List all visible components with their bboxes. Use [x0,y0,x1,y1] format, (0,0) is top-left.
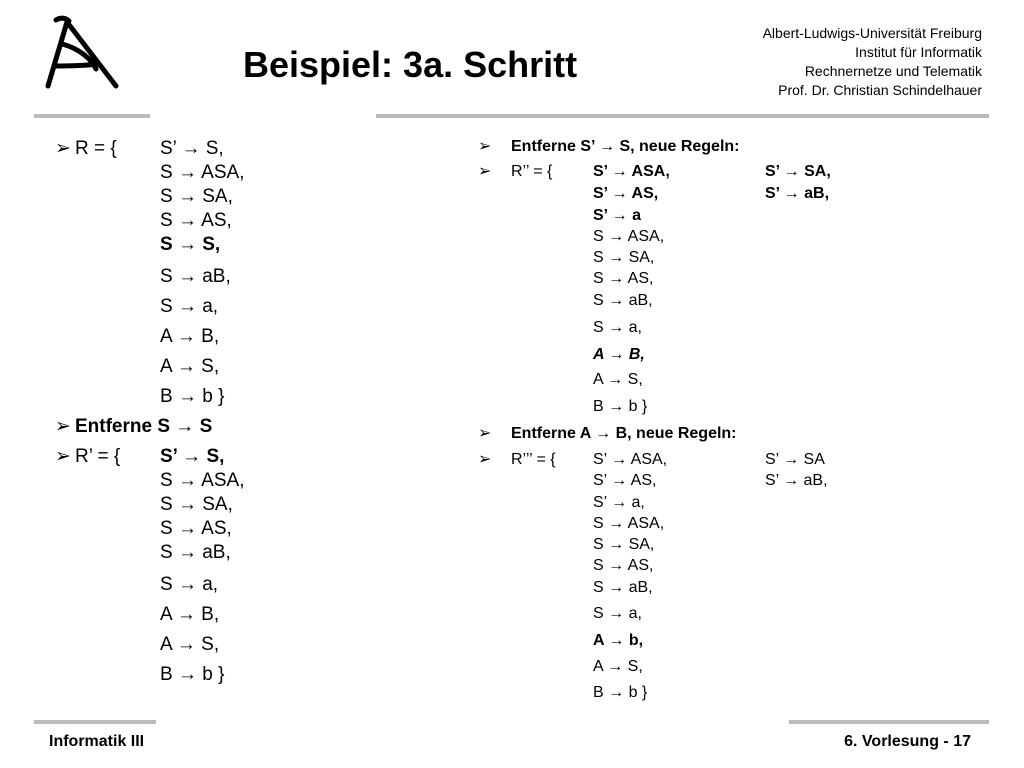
rule-item: A → S, [160,356,220,377]
rule-item: S → a, [160,296,219,317]
rule-item: S’ → SA [765,451,825,468]
rule-item: A → S, [160,634,220,655]
rule-item: B → b } [160,386,225,407]
rule-item: S → aB, [160,542,231,563]
rule-item: S → SA, [593,249,655,266]
remove-heading: Entferne S’ → S, neue Regeln: [511,138,740,155]
rule-item: S → aB, [593,579,653,596]
bullet-arrow-icon: ➢ [55,446,71,467]
institution-line: Institut für Informatik [855,44,982,60]
rule-item: A → S, [593,658,643,675]
remove-heading: Entferne S → S [75,416,213,437]
rule-item: A → S, [593,371,643,388]
bullet-arrow-icon: ➢ [478,425,492,442]
rule-item: S → AS, [593,557,654,574]
rule-item: S’ → aB, [765,185,830,202]
footer-rule-right [789,720,989,724]
footer-course: Informatik III [49,733,145,750]
rule-item: S’ → ASA, [593,451,668,468]
bullet-arrow-icon: ➢ [478,163,492,180]
rule-set-label: R’’ = { [511,163,553,180]
rule-item: S → ASA, [593,228,665,245]
rule-item: S → ASA, [160,162,245,183]
rule-item: S’ → ASA, [593,163,670,180]
rule-item: B → b } [593,684,648,701]
rule-item: S’ → S, [160,138,224,159]
slide-title: Beispiel: 3a. Schritt [243,44,578,85]
rule-item: S → SA, [160,494,233,515]
rule-item: S → a, [160,574,219,595]
rule-item: S’ → S, [160,446,225,467]
rule-item: S’ → aB, [765,472,828,489]
rule-set-label: R = { [75,138,117,159]
rule-item: B → b } [160,664,225,685]
rule-item: S’ → AS, [593,472,657,489]
bullet-arrow-icon: ➢ [55,416,71,437]
institution-line: Rechnernetze und Telematik [804,63,982,79]
rule-item: S → aB, [593,292,653,309]
rule-item: S → ASA, [593,515,665,532]
rule-item: S → SA, [160,186,233,207]
rule-item: S’ → a, [593,494,645,511]
footer-page-number: 6. Vorlesung - 17 [844,733,971,750]
rule-item: S’ → AS, [593,185,659,202]
rule-item: S → AS, [160,210,232,231]
rule-item: S → a, [593,605,642,622]
bullet-arrow-icon: ➢ [478,138,492,155]
rule-item: S’ → a [593,207,642,224]
rule-item: A → B, [160,326,220,347]
remove-heading: Entferne A → B, neue Regeln: [511,425,737,442]
rule-item: B → b } [593,398,648,415]
rule-set-label: R’’’ = { [511,451,556,468]
rule-item: S’ → SA, [765,163,831,180]
institution-line: Albert-Ludwigs-Universität Freiburg [762,25,982,41]
rule-item: S → AS, [593,270,654,287]
bullet-arrow-icon: ➢ [478,451,492,468]
bullet-arrow-icon: ➢ [55,138,71,159]
rule-item: S → SA, [593,536,655,553]
rule-item: A → B, [160,604,220,625]
rule-item: A → B, [593,346,645,363]
rule-item: S → AS, [160,518,232,539]
rule-item: A → b, [593,632,644,649]
rule-item: S → ASA, [160,470,245,491]
rule-set-label: R’ = { [75,446,121,467]
footer-rule-left [34,720,156,724]
rule-item: S → aB, [160,266,231,287]
rule-item: S → a, [593,319,642,336]
rule-item: S → S, [160,234,221,255]
institution-line: Prof. Dr. Christian Schindelhauer [778,82,982,98]
